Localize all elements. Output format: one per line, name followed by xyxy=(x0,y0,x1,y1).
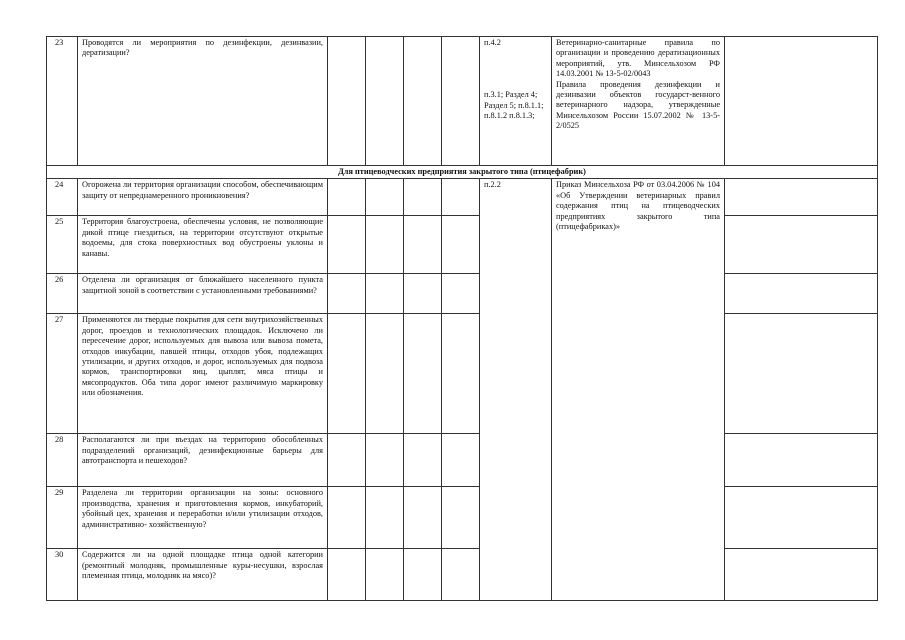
answer-extra-cell xyxy=(442,274,480,314)
answer-extra-cell xyxy=(442,549,480,601)
section-heading: Для птицеводческих предприятия закрытого типа (птицефабрик) xyxy=(47,166,878,179)
reference-cell xyxy=(480,37,552,166)
answer-extra-cell xyxy=(442,434,480,487)
table-row xyxy=(47,549,878,601)
reference-clause: п.3.1; Раздел 4; Раздел 5; п.8.1.1; п.8.1.2 п.8.1.3; xyxy=(484,90,544,121)
answer-yes-cell xyxy=(328,434,366,487)
reference-clause: п.4.2 xyxy=(484,38,501,47)
answer-extra-cell xyxy=(442,314,480,434)
answer-na-cell xyxy=(404,179,442,216)
answer-yes-cell xyxy=(328,274,366,314)
question-text: Располагаются ли при въездах на территорию обособленных подразделений организаций, дезинфекционные барьеры для автотранспорта и пешеходов? xyxy=(78,434,328,487)
row-number: 28 xyxy=(47,434,78,487)
answer-na-cell xyxy=(404,487,442,549)
answer-no-cell xyxy=(366,37,404,166)
question-text: Отделена ли организация от ближайшего населенного пункта защитной зоной в соответствии с установленными требованиями? xyxy=(78,274,328,314)
legal-source-cell: Приказ Минсельхоза РФ от 03.04.2006 № 104 «Об Утверждении ветеринарных правил содержания птиц на птицеводческих предприятиях закрытого типа (птицефабриках)» xyxy=(552,179,725,601)
notes-cell xyxy=(725,549,878,601)
notes-cell xyxy=(725,179,878,216)
question-text: Содержится ли на одной площадке птица одной категории (ремонтный молодняк, промышленные куры-несушки, взрослая племенная птица, молодняк на мясо)? xyxy=(78,549,328,601)
table-row xyxy=(47,314,878,434)
question-text: Территория благоустроена, обеспечены условия, не позволяющие дикой птице гнездиться, на территории отсутствуют открытые водоемы, для стока поверхностных вод обустроены уклоны и канавы. xyxy=(78,216,328,274)
legal-source: Ветеринарно-санитарные правила по организации и проведению дератизационных мероприятий, утв. Минсельхозом РФ 14.03.2001 № 13-5-02/0043 xyxy=(556,38,720,79)
legal-source-cell xyxy=(552,37,725,166)
answer-no-cell xyxy=(366,274,404,314)
table-row xyxy=(47,37,878,166)
answer-no-cell xyxy=(366,216,404,274)
answer-na-cell xyxy=(404,314,442,434)
answer-yes-cell xyxy=(328,179,366,216)
answer-extra-cell xyxy=(442,487,480,549)
answer-na-cell xyxy=(404,549,442,601)
answer-no-cell xyxy=(366,487,404,549)
section-row xyxy=(47,166,878,179)
answer-na-cell xyxy=(404,434,442,487)
answer-yes-cell xyxy=(328,37,366,166)
row-number: 27 xyxy=(47,314,78,434)
notes-cell xyxy=(725,314,878,434)
answer-yes-cell xyxy=(328,487,366,549)
notes-cell xyxy=(725,487,878,549)
row-number: 29 xyxy=(47,487,78,549)
question-text: Огорожена ли территория организации способом, обеспечивающим защиту от непреднамеренного проникновения? xyxy=(78,179,328,216)
reference-cell: п.2.2 xyxy=(480,179,552,601)
row-number: 24 xyxy=(47,179,78,216)
notes-cell xyxy=(725,216,878,274)
question-text: Разделена ли территории организации на зоны: основного производства, хранения и приготовления кормов, инкубаторий, убойный цех, хранения и переработки и/или утилизации отходов, административно- хозяйственную? xyxy=(78,487,328,549)
table-row xyxy=(47,179,878,216)
checklist-table xyxy=(46,36,878,601)
answer-na-cell xyxy=(404,274,442,314)
notes-cell xyxy=(725,274,878,314)
table-row xyxy=(47,216,878,274)
answer-no-cell xyxy=(366,434,404,487)
question-text: Проводятся ли мероприятия по дезинфекции, дезинвазии, дератизации? xyxy=(78,37,328,166)
table-row xyxy=(47,487,878,549)
answer-extra-cell xyxy=(442,179,480,216)
row-number: 23 xyxy=(47,37,78,166)
table-row xyxy=(47,274,878,314)
answer-yes-cell xyxy=(328,216,366,274)
answer-na-cell xyxy=(404,37,442,166)
table-row xyxy=(47,434,878,487)
question-text: Применяются ли твердые покрытия для сети внутрихозяйственных дорог, проездов и технологических площадок. Исключено ли пересечение дорог, используемых для вывоза или вывоза помета, отходов инкубации, павшей птицы, отходов убоя, подлежащих утилизации, и других отходов, и дорог, используемых для подвоза кормов, транспортировки яиц, цыплят, мяса птицы и мясопродуктов. Оба типа дорог имеют различимую маркировку или обозначения. xyxy=(78,314,328,434)
answer-yes-cell xyxy=(328,549,366,601)
answer-extra-cell xyxy=(442,37,480,166)
legal-source: Правила проведения дезинфекции и дезинвазии объектов государст-венного ветеринарного надзора, утвержденные Минсельхозом России 15.07.2002 № 13-5-2/0525 xyxy=(556,79,720,131)
answer-no-cell xyxy=(366,314,404,434)
answer-na-cell xyxy=(404,216,442,274)
notes-cell xyxy=(725,434,878,487)
row-number: 30 xyxy=(47,549,78,601)
answer-no-cell xyxy=(366,549,404,601)
row-number: 26 xyxy=(47,274,78,314)
notes-cell xyxy=(725,37,878,166)
answer-extra-cell xyxy=(442,216,480,274)
row-number: 25 xyxy=(47,216,78,274)
answer-yes-cell xyxy=(328,314,366,434)
answer-no-cell xyxy=(366,179,404,216)
